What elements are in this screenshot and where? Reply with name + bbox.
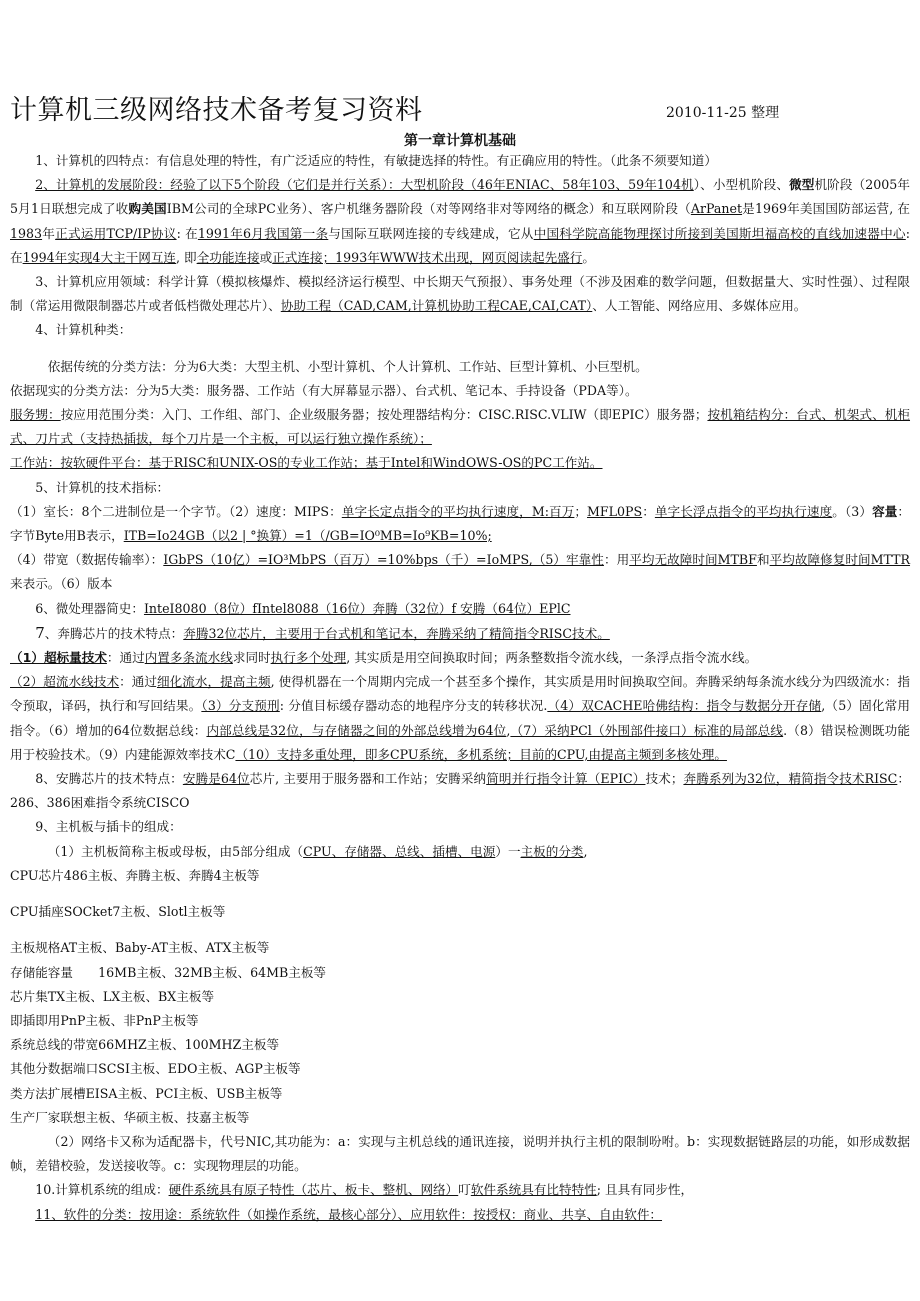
document-body [10, 149, 910, 1227]
section-2: 2、计算机的发展阶段：经验了以下5个阶段（它们是并行关系）：大型机阶段（46年ENIAC、58年103、59年104机）、小型机阶段、微型机阶段（2005年5月1日联想完成了收购美国IBM公司的全球PC业务）、客户机继务器阶段（对等网络非对等网络的概念）和互联网阶段（ArPanet是1969年美国国防部运营, 在1983年正式运用TCP/IP协议: 在1991年6月我国第一条与国际互联网连接的专线建成，它从中国科学院高能物理探讨所接到美国斯坦福高校的直线加速器中心: 在1994年实现4大主干网互连, 即全功能连接或正式连接；1993年WWW技术出现，网页阅读起先盛行。 [10, 177, 911, 265]
section-9-nic: （2）网络卡又称为适配器卡，代号NIC,其功能为：a：实现与主机总线的通讯连接，说明并执行主机的限制吩咐。b：实现数据链路层的功能，如形成数据帧，差错校验，发送接收等。c：实现物理层的功能。 [10, 1133, 910, 1174]
section-4-workstations: 工作站：按软硬件平台：基于RISC和UNIX-OS的专业工作站；基于Intel和WindOWS-OS的PC工作站。 [10, 455, 603, 471]
mainboard-type-line: 即插即用PnP主板、非PnP主板等 [10, 1012, 199, 1028]
section-1-text: 1、计算机的四特点：有信息处理的特性，有广泛适应的特性，有敏捷选择的特性。有正确应用的特性。（此条不须要知道） [35, 153, 717, 168]
section-4-modern: 依据现实的分类方法：分为5大类：服务器、工作站（有大屏幕显示器）、台式机、笔记本、手持设备（PDA等）。 [10, 382, 638, 398]
section-3: 3、计算机应用领域：科学计算（模拟核爆炸、模拟经济运行模型、中长期天气预报）、事务处理（不涉及困难的数学问题，但数据量大、实时性强）、过程限制（常运用微限制器芯片或者低档微处理芯片）、协助工程（CAD,CAM,计算机协助工程CAE,CAI,CAT）、人工智能、网络应用、多媒体应用。 [10, 274, 910, 314]
section-4-traditional: 依据传统的分类方法：分为6大类：大型主机、小型计算机、个人计算机、工作站、巨型计算机、小巨型机。 [47, 358, 648, 374]
section-9-title: 9、主机板与插卡的组成： [35, 819, 182, 835]
section-4-title: 4、计算机种类： [35, 322, 132, 338]
mainboard-type-line: 其他分数据端口SCSI主板、EDO主板、AGP主板等 [10, 1061, 301, 1077]
section-1 [10, 149, 910, 173]
mainboard-type-line: 芯片集TX主板、LX主板、BX主板等 [10, 988, 215, 1004]
section-5-body: （1）室长：8个二进制位是一个字节。（2）速度：MIPS：单字长定点指令的平均执行速度，M:百万；MFL0PS：单字长浮点指令的平均执行速度。（3）容量：字节Byte用B表示，ITB=Io24GB（以2 | °换算）=1（/GB=IO⁰MB=Io⁹KB=10%; （4）带宽（数据传输率）：IGbPS（10亿）=IO³MbPS（百万）=10%bps（千）=IoMPS,（5）牢靠性：用平均无故障时间MTBF和平均故障修复时间MTTR来表示。（6）版本 [10, 503, 911, 592]
mainboard-type-line: CPU插座SOCket7主板、Slotl主板等 [10, 904, 226, 920]
section-8: 8、安腾芯片的技术特点：安腾是64位芯片, 主要用于服务器和工作站；安腾采纳简明并行指令计算（EPIC）技术；奔腾系列为32位，精简指令技术RISC：286、386困难指令系统CISCO [10, 771, 910, 811]
mainboard-type-line: 主板规格AT主板、Baby-AT主板、ATX主板等 [10, 940, 270, 956]
document-date: 2010-11-25 整理 [666, 105, 780, 121]
section-9-mainboard: （1）主机板简称主板或母板，由5部分组成（CPU、存储器、总线、插槽、电源）一主板的分类, [47, 843, 588, 859]
document-title: 计算机三级网络技术备考复习资料 [10, 95, 423, 126]
section-6: 6、微处理器简史：InteI8080（8位）fIntel8088（16位）奔腾（32位）f 安腾（64位）EPlC [35, 600, 571, 616]
mainboard-type-line: 生产厂家联想主板、华硕主板、技嘉主板等 [10, 1109, 250, 1125]
section-7: 7、奔腾芯片的技术特点：奔腾32位芯片，主要用于台式机和笔记本，奔腾采纳了精简指令RISC技术。 （1）超标量技术：通过内置多条流水线求同时执行多个处理, 其实质是用空间换取时间；两条整数指令流水线，一条浮点指令流水线。 （2）超流水线技术：通过细化流水，提高主频, 使得机器在一个周期内完成一个甚至多个操作，其实质是用时间换取空间。奔腾采纳每条流水线分为四级流水：指令预取，译码，执行和写回结果。（3）分支预刑: 分值目标缓存器动态的地程序分支的转移状况.（4）双CACHE哈佛结构：指令与数据分开存储,（5）固化常用指令。（6）增加的64位数据总线：内部总线是32位，与存储器之间的外部总线增为64位,（7）采纳PCl（外围部件接口）标准的局部总线.（8）错误检测既功能用于校验技术。（9）内建能源效率技术C（10）支持多重处理，即多CPU系统，多机系统；目前的CPU,由提高主频到多核处理。 [10, 623, 911, 762]
mainboard-type-line: 系统总线的带宽66MHZ主板、100MHZ主板等 [10, 1037, 280, 1053]
section-10: 10.计算机系统的组成：硬件系统具有原子特性（芯片、板卡、整机、网络）叮软件系统具有比特特性; 且具有同步性， [35, 1182, 694, 1198]
section-4-servers: 服务甥：按应用范围分类：入门、工作组、部门、企业级服务器；按处理器结构分：CISC.RISC.VLIW（即EPIC）服务器；按机箱结构分：台式、机架式、机柜式、刀片式（支持热插拔，每个刀片是一个主板，可以运行独立操作系统）； [10, 407, 911, 447]
section-11: 11、软件的分类：按用途：系统软件（如操作系统，最核心部分）、应用软件：按授权：商业、共享、自由软件： [35, 1206, 663, 1222]
mainboard-type-line: CPU芯片486主板、奔腾主板、奔腾4主板等 [10, 867, 260, 883]
section-5-title: 5、计算机的技术指标： [35, 479, 170, 495]
chapter-heading: 第一章计算机基础 [404, 133, 516, 149]
document-header [10, 88, 910, 128]
mainboard-type-line: 类方法扩展槽EISA主板、PCI主板、USB主板等 [10, 1085, 283, 1101]
mainboard-type-line: 存储能容量 16MB主板、32MB主板、64MB主板等 [10, 964, 327, 980]
